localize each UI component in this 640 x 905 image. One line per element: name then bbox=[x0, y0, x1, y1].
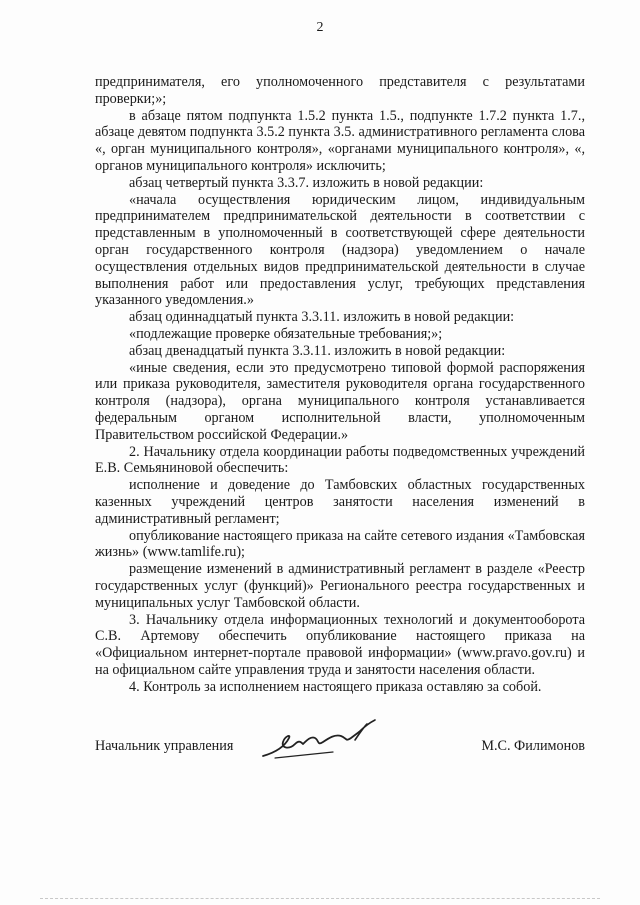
paragraph: исполнение и доведение до Тамбовских областных государственных казенных учреждений центров занятости населения изменений в административный регламент; bbox=[95, 477, 585, 527]
paragraph: «подлежащие проверке обязательные требования;»; bbox=[129, 325, 443, 342]
paragraph: 2. Начальнику отдела координации работы подведомственных учреждений Е.В. Семьяниновой обеспечить: bbox=[95, 443, 585, 477]
document-body bbox=[95, 74, 585, 695]
paragraph: 4. Контроль за исполнением настоящего приказа оставляю за собой. bbox=[129, 678, 542, 695]
paragraph: «иные сведения, если это предусмотрено типовой формой распоряжения или приказа руководителя, заместителя руководителя органа государственного контроля (надзора), органа муниципального контроля устанавливается федеральным органом исполнительной власти, уполномоченным Правительством российской Федерации.» bbox=[95, 359, 585, 443]
signatory-title: Начальник управления bbox=[95, 738, 234, 754]
signature-block bbox=[95, 738, 585, 778]
paragraph: размещение изменений в административный регламент в разделе «Реестр государственных услуг (функций)» Регионального реестра государственных и муниципальных услуг Тамбовской области. bbox=[95, 561, 585, 611]
paragraph: опубликование настоящего приказа на сайте сетевого издания «Тамбовская жизнь» (www.tamlife.ru); bbox=[95, 527, 585, 561]
page-bottom-divider bbox=[40, 898, 600, 899]
handwritten-signature bbox=[255, 716, 385, 764]
signatory-name: М.С. Филимонов bbox=[481, 738, 585, 754]
paragraph: в абзаце пятом подпункта 1.5.2 пункта 1.5., подпункте 1.7.2 пункта 1.7., абзаце девятом подпункта 3.5.2 пункта 3.5. административного регламента слова «, орган муниципального контроля», «органами муниципального контроля», «, органов муниципального контроля» исключить; bbox=[95, 107, 585, 174]
paragraph: абзац одиннадцатый пункта 3.3.11. изложить в новой редакции: bbox=[129, 309, 515, 326]
paragraph: абзац двенадцатый пункта 3.3.11. изложить в новой редакции: bbox=[129, 342, 506, 359]
paragraph: 3. Начальнику отдела информационных технологий и документооборота С.В. Артемову обеспечить опубликование настоящего приказа на «Официальном интернет-портале правовой информации» (www.pravo.gov.ru) и на официальном сайте управления труда и занятости населения области. bbox=[95, 611, 585, 678]
paragraph: предпринимателя, его уполномоченного представителя с результатами проверки;»; bbox=[95, 74, 585, 107]
page-number: 2 bbox=[316, 20, 324, 35]
paragraph: абзац четвертый пункта 3.3.7. изложить в новой редакции: bbox=[129, 174, 484, 191]
paragraph: «начала осуществления юридическим лицом, индивидуальным предпринимателем предпринимательской деятельности в соответствии с представленным в уполномоченный в соответствующей сфере деятельности орган государственного контроля (надзора) уведомлением о начале осуществления отдельных видов предпринимательской деятельности в случае выполнения работ или предоставления услуг, требующих представления указанного уведомления.» bbox=[95, 191, 585, 309]
